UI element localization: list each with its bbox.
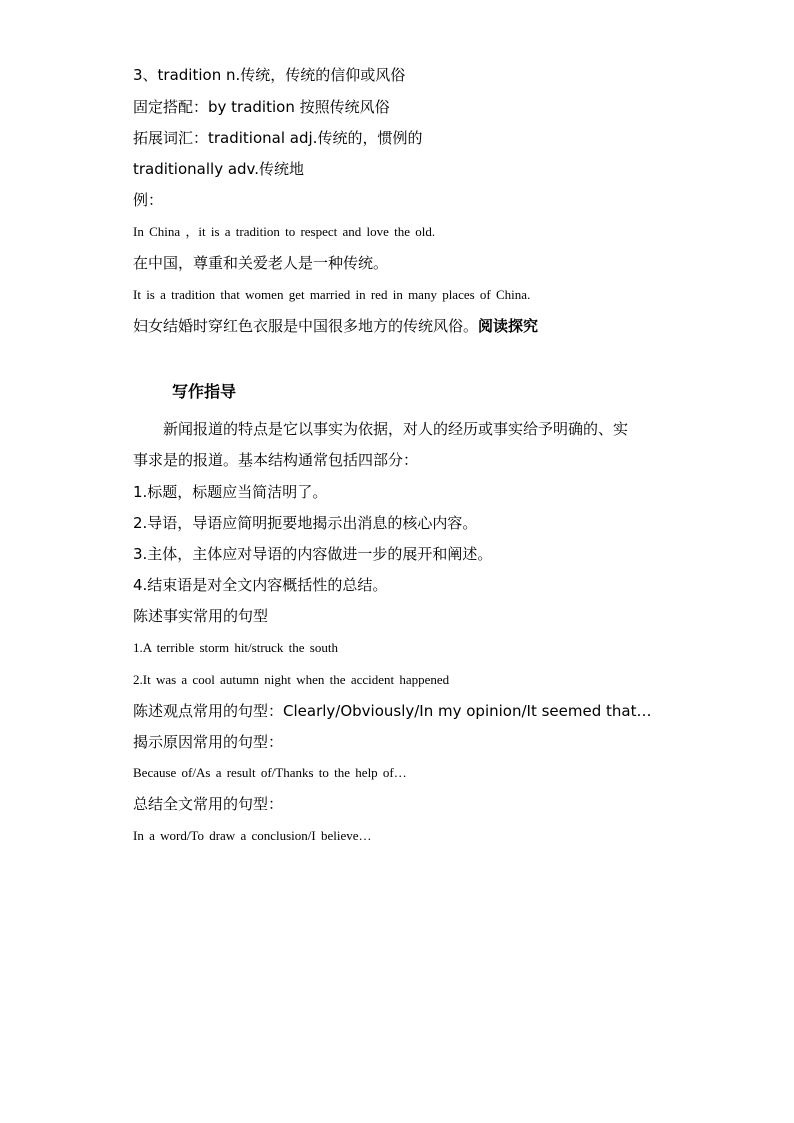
summary-pattern-label: 总结全文常用的句型： xyxy=(133,795,284,813)
reason-patterns: Because of/As a result of/Thanks to the help of… xyxy=(133,765,407,780)
fixed-collocation: 固定搭配：by tradition 按照传统风俗 xyxy=(133,98,390,116)
opinion-patterns: 陈述观点常用的句型：Clearly/Obviously/In my opinion/It seemed that… xyxy=(133,702,652,720)
writing-intro-line-1: 新闻报道的特点是它以事实为依据，对人的经历或事实给予明确的、实 xyxy=(163,420,629,438)
example-1-english: In China ，it is a tradition to respect and love the old. xyxy=(133,224,436,239)
example-2-english: It is a tradition that women get married in red in many places of China. xyxy=(133,287,531,302)
structure-point-2: 2.导语，导语应简明扼要地揭示出消息的核心内容。 xyxy=(133,514,478,532)
reading-explore-label: 阅读探究 xyxy=(478,317,539,335)
facts-pattern-label: 陈述事实常用的句型 xyxy=(133,607,269,625)
writing-guide-heading: 写作指导 xyxy=(172,382,237,401)
vocab-heading: 3、tradition n.传统，传统的信仰或风俗 xyxy=(133,66,406,84)
writing-intro-line-2: 事求是的报道。基本结构通常包括四部分： xyxy=(133,451,419,469)
fact-sentence-1: 1.A terrible storm hit/struck the south xyxy=(133,640,338,655)
example-2-chinese xyxy=(133,319,538,334)
extended-vocab-adj: 拓展词汇：traditional adj.传统的，惯例的 xyxy=(133,129,423,147)
extended-vocab-adv: traditionally adv.传统地 xyxy=(133,160,305,178)
fact-sentence-2: 2.It was a cool autumn night when the accident happened xyxy=(133,672,450,687)
reason-pattern-label: 揭示原因常用的句型： xyxy=(133,733,284,751)
structure-point-4: 4.结束语是对全文内容概括性的总结。 xyxy=(133,576,388,594)
example-1-chinese: 在中国，尊重和关爱老人是一种传统。 xyxy=(133,254,389,272)
summary-patterns: In a word/To draw a conclusion/I believe… xyxy=(133,828,372,843)
example-label: 例： xyxy=(133,191,164,209)
example-2-chinese-text: 妇女结婚时穿红色衣服是中国很多地方的传统风俗。 xyxy=(133,317,479,335)
structure-point-1: 1.标题，标题应当简洁明了。 xyxy=(133,483,328,501)
structure-point-3: 3.主体，主体应对导语的内容做进一步的展开和阐述。 xyxy=(133,545,493,563)
